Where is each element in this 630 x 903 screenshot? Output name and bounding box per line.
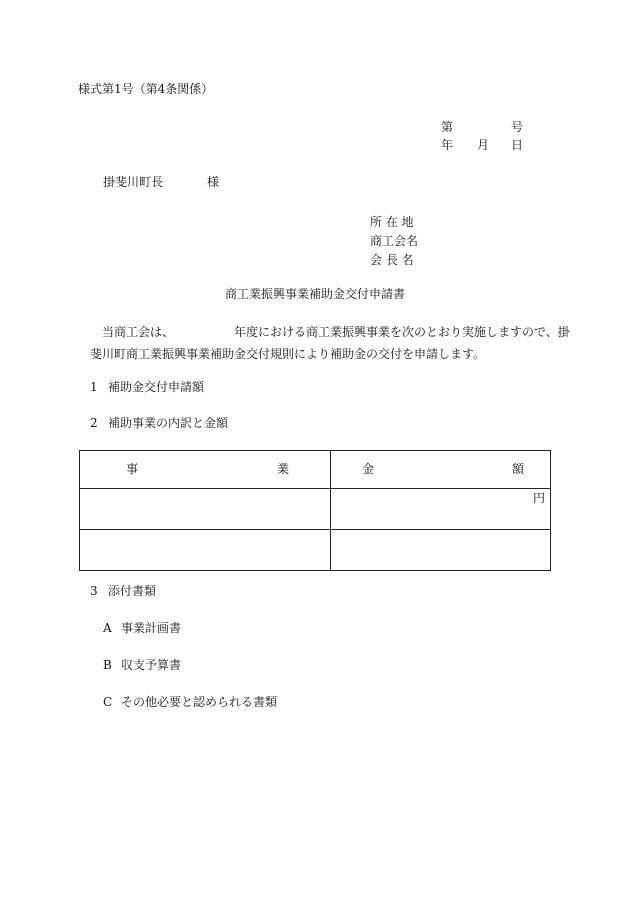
date-day-label: 日 [511,138,524,152]
attachment-label: 収支予算書 [121,658,182,672]
body-line2: 斐川町商工業振興事業補助金交付規則により補助金の交付を申請します。 [90,347,486,361]
amount-cell[interactable] [331,530,551,571]
project-header-char2: 業 [277,462,290,476]
addressee-name: 掛斐川町長 [103,175,164,189]
attachment-label: 事業計画書 [121,621,182,635]
date-year-label: 年 [441,138,454,152]
section-1-heading [90,381,204,393]
doc-number-suffix: 号 [511,120,524,134]
sender-rep-label: 会 長 名 [370,253,414,267]
attachment-item-b [103,659,181,671]
sender-block [370,213,418,270]
date-month-label: 月 [477,138,490,152]
section-2-heading [90,417,228,429]
table-header-row [80,451,551,489]
project-cell[interactable] [80,489,331,530]
attachment-label: その他必要と認められる書類 [121,695,278,709]
project-cell[interactable] [80,530,331,571]
body-paragraph [90,321,570,365]
sender-org-label: 商工会名 [370,234,419,248]
document-title: 商工業振興事業補助金交付申請書 [224,287,405,301]
attachment-item-c [103,696,277,708]
section-number: 3 [90,584,98,598]
project-column-header [80,451,331,489]
project-header-char1: 事 [126,462,139,476]
body-line1-end: 年度における商工業振興事業を次のとおり実施しますので、掛 [234,325,570,339]
amount-column-header [331,451,551,489]
amount-header-char1: 金 [362,462,375,476]
section-3-heading [90,585,156,597]
table-row [80,489,551,530]
section-number: 2 [90,416,98,430]
body-line1-start: 当商工会は、 [102,325,175,339]
breakdown-table [79,450,551,571]
sender-address-label: 所 在 地 [370,215,414,229]
addressee-honorific: 様 [207,175,220,189]
section-label: 添付書類 [108,584,157,598]
attachment-letter: A [103,621,112,635]
attachment-item-a [103,622,181,634]
amount-cell[interactable]: 円 [331,489,551,530]
table-row [80,530,551,571]
section-label: 補助事業の内訳と金額 [108,416,229,430]
attachment-letter: B [103,658,112,672]
section-number: 1 [90,380,98,394]
attachment-letter: C [103,695,113,709]
amount-header-char2: 額 [512,462,525,476]
form-number: 様式第1号（第4条関係） [78,82,214,96]
doc-number-prefix: 第 [441,120,454,134]
section-label: 補助金交付申請額 [108,380,205,394]
